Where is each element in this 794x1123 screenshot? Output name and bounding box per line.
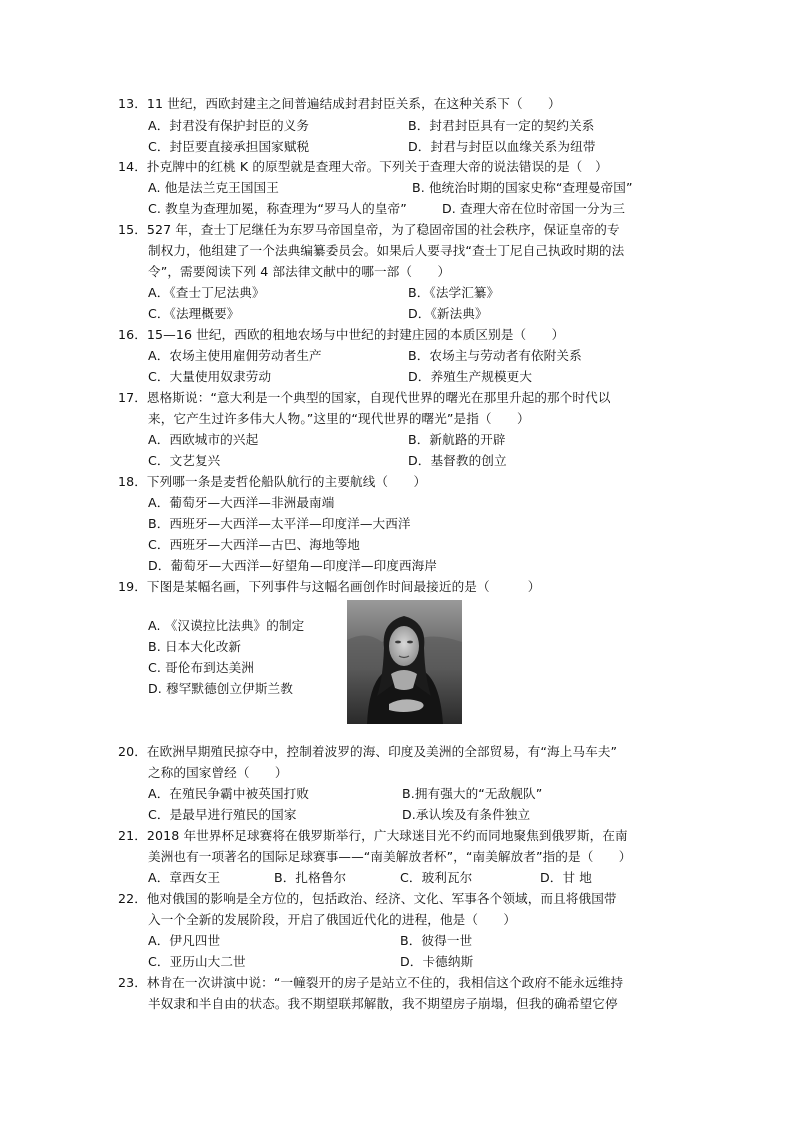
q22-option-b: B．彼得一世	[400, 933, 473, 948]
q13-stem: 13．11 世纪，西欧封建主之间普遍结成封君封臣关系，在这种关系下（ ）	[118, 96, 561, 111]
q16-option-a: A．农场主使用雇佣劳动者生产	[148, 348, 322, 363]
q17-stem-line2: 来，它产生过许多伟大人物。”这里的“现代世界的曙光”是指（ ）	[148, 411, 530, 426]
q20-option-d: D.承认埃及有条件独立	[402, 807, 531, 822]
q17-option-a: A．西欧城市的兴起	[148, 432, 259, 447]
q19-option-c: C. 哥伦布到达美洲	[148, 660, 254, 675]
q22-option-d: D．卡德纳斯	[400, 954, 474, 969]
q21-option-d: D．甘 地	[540, 870, 592, 885]
q18-stem: 18．下列哪一条是麦哲伦船队航行的主要航线（ ）	[118, 474, 427, 489]
q22-option-c: C．亚历山大二世	[148, 954, 246, 969]
q21-stem-line1: 21．2018 年世界杯足球赛将在俄罗斯举行，广大球迷目光不约而同地聚焦到俄罗斯，在南	[118, 828, 628, 843]
q20-stem-line1: 20．在欧洲早期殖民掠夺中，控制着波罗的海、印度及美洲的全部贸易，有“海上马车夫”	[118, 744, 618, 759]
q21-option-b: B．扎格鲁尔	[274, 870, 347, 885]
q22-stem-line2: 入一个全新的发展阶段，开启了俄国近代化的进程，他是（ ）	[148, 912, 517, 927]
q18-option-c: C．西班牙—大西洋—古巴、海地等地	[148, 537, 360, 552]
q19-stem: 19．下图是某幅名画，下列事件与这幅名画创作时间最接近的是（ ）	[118, 579, 541, 594]
q19-option-b: B. 日本大化改新	[148, 639, 242, 654]
q19-option-a: A. 《汉谟拉比法典》的制定	[148, 618, 305, 633]
q22-stem-line1: 22．他对俄国的影响是全方位的，包括政治、经济、文化、军事各个领域，而且将俄国带	[118, 891, 617, 906]
q17-option-c: C．文艺复兴	[148, 453, 221, 468]
q15-stem-line3: 令”，需要阅读下列 4 部法律文献中的哪一部（ ）	[148, 264, 451, 279]
q16-option-c: C．大量使用奴隶劳动	[148, 369, 272, 384]
q16-option-b: B．农场主与劳动者有依附关系	[408, 348, 582, 363]
q14-option-d: D. 查理大帝在位时帝国一分为三	[442, 201, 626, 216]
q15-option-c: C．《法理概要》	[148, 306, 240, 321]
q20-option-a: A．在殖民争霸中被英国打败	[148, 786, 310, 801]
q18-option-a: A．葡萄牙—大西洋—非洲最南端	[148, 495, 335, 510]
q13-option-b: B．封君封臣具有一定的契约关系	[408, 118, 595, 133]
q19-option-d: D. 穆罕默德创立伊斯兰教	[148, 681, 293, 696]
q15-option-a: A．《查士丁尼法典》	[148, 285, 265, 300]
q13-option-c: C．封臣要直接承担国家赋税	[148, 139, 310, 154]
q20-option-b: B.拥有强大的“无敌舰队”	[402, 786, 543, 801]
q13-option-d: D．封君与封臣以血缘关系为纽带	[408, 139, 596, 154]
q23-stem-line1: 23．林肯在一次讲演中说：“一幢裂开的房子是站立不住的，我相信这个政府不能永远维持	[118, 975, 624, 990]
q20-stem-line2: 之称的国家曾经（ ）	[148, 765, 288, 780]
q15-stem-line2: 制权力，他组建了一个法典编纂委员会。如果后人要寻找“查士丁尼自己执政时期的法	[148, 243, 625, 258]
q14-option-c: C. 教皇为查理加冕，称查理为“罗马人的皇帝”	[148, 201, 407, 216]
q20-option-c: C．是最早进行殖民的国家	[148, 807, 297, 822]
q13-option-a: A．封君没有保护封臣的义务	[148, 118, 310, 133]
mona-lisa-painting	[347, 600, 462, 724]
q18-option-b: B．西班牙—大西洋—太平洋—印度洋—大西洋	[148, 516, 411, 531]
q21-option-a: A．章西女王	[148, 870, 221, 885]
q22-option-a: A．伊凡四世	[148, 933, 221, 948]
q14-option-a: A. 他是法兰克王国国王	[148, 180, 279, 195]
q23-stem-line2: 半奴隶和半自由的状态。我不期望联邦解散，我不期望房子崩塌，但我的确希望它停	[148, 996, 618, 1011]
q15-option-d: D．《新法典》	[408, 306, 488, 321]
q14-stem: 14．扑克牌中的红桃 K 的原型就是查理大帝。下列关于查理大帝的说法错误的是（ ）	[118, 159, 608, 174]
q16-stem: 16．15—16 世纪，西欧的租地农场与中世纪的封建庄园的本质区别是（ ）	[118, 327, 565, 342]
q14-option-b: B. 他统治时期的国家史称“查理曼帝国”	[412, 180, 633, 195]
q16-option-d: D．养殖生产规模更大	[408, 369, 533, 384]
q17-option-d: D．基督教的创立	[408, 453, 507, 468]
q15-stem-line1: 15．527 年，查士丁尼继任为东罗马帝国皇帝，为了稳固帝国的社会秩序，保证皇帝的专	[118, 222, 620, 237]
q17-stem-line1: 17．恩格斯说：“意大利是一个典型的国家，自现代世界的曙光在那里升起的那个时代以	[118, 390, 611, 405]
q17-option-b: B．新航路的开辟	[408, 432, 506, 447]
q18-option-d: D．葡萄牙—大西洋—好望角—印度洋—印度西海岸	[148, 558, 438, 573]
q15-option-b: B．《法学汇纂》	[408, 285, 500, 300]
q21-stem-line2: 美洲也有一项著名的国际足球赛事——“南美解放者杯”，“南美解放者”指的是（ ）	[148, 849, 632, 864]
q21-option-c: C．玻利瓦尔	[400, 870, 473, 885]
